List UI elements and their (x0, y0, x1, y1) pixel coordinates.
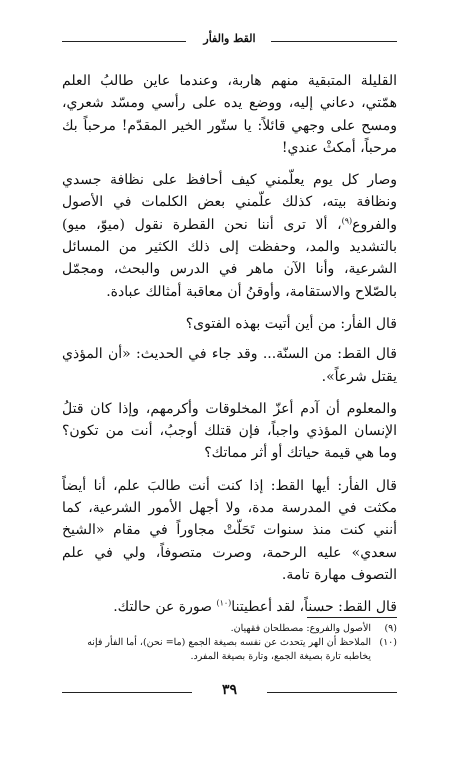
footnote-marker-10: (١٠) (216, 598, 232, 608)
paragraph-2-text-b: ، ألا ترى أننا نحن القطرة نقول (ميوّ، ميو) بالتشديد والمد، وحفظت إلى ذلك الكثير من المسائل الشرعية، وأنا الآن ماهر في الدرس والبحث، ومجمّل بالصّلاح والاستقامة، وأوقنُ أن معاقبة أمثالك عبادة. (62, 216, 397, 300)
paragraph-5: والمعلوم أن آدم أعزّ المخلوقات وأكرمهم، وإذا كان قتلُ الإنسان المؤذي واجباً، فإن قتلك أوجبُ، أنت من تكون؟ وما هي قيمة حياتك أو أثر مماتك؟ (62, 400, 397, 462)
footnote-text: الملاحظ أن الهر يتحدث عن نفسه بصيغة الجمع (ما= نحن)، أما الفأر فإنه يخاطبه تارة بصيغة الجمع، وتارة بصيغة المفرد. (87, 637, 371, 662)
paragraph-2-text-a: وصار كل يوم يعلّمني كيف أحافظ على نظافة جسدي ونظافة بيته، كذلك علّمني بعض الكلمات في الأصول والفروع (62, 172, 397, 233)
footer-rule-right (267, 692, 397, 693)
footnote-9 (62, 622, 397, 636)
footnote-text: الأصول والفروع: مصطلحان فقهيان. (230, 623, 371, 634)
footer-rule-left (62, 692, 192, 693)
footnote-marker-9: (٩) (341, 216, 353, 226)
page-footer (62, 682, 397, 700)
paragraph-3: قال الفأر: من أين أتيت بهذه الفتوى؟ (185, 315, 397, 332)
paragraph-7-text-b: صورة عن حالتك. (113, 599, 217, 616)
running-header (62, 32, 397, 48)
paragraph-7-text-a: قال القط: حسناً، لقد أعطيتنا (231, 599, 397, 616)
header-rule-left (62, 41, 186, 42)
running-title: القط والفأر (203, 32, 256, 45)
footnote-number: (٩) (384, 623, 397, 634)
paragraph-1: القليلة المتبقية منهم هاربة، وعندما عاين طالبُ العلم همّتي، دعاني إليه، ووضع يده على رأسي ومسّد شعري، ومسح على وجهي قائلاً: يا ستّور الخير المقدّم! مرحباً بك مرحباً، أمكثْ عندي! (62, 73, 397, 156)
footnote-number: (١٠) (379, 637, 397, 648)
page-number: ٣٩ (221, 682, 238, 698)
paragraph-2 (62, 169, 397, 303)
main-text (62, 70, 397, 629)
footnote-10 (62, 636, 397, 664)
footnote-separator (307, 617, 397, 618)
paragraph-6: قال الفأر: أيها القط: إذا كنت أنت طالبَ علم، أنا أيضاً مكثت في المدرسة مدة، ولا أجهل الأمور الشرعية، كما أنني كنت منذ سنوات تَحَلّتْ مجاوراً في مقام «الشيخ سعدي» عليه الرحمة، وصرت متصوفاً، ولي في علم التصوف مهارة تامة. (62, 477, 397, 583)
header-rule-right (271, 41, 397, 42)
footnotes (62, 622, 397, 664)
paragraph-4: قال القط: من السنّة... وقد جاء في الحديث: «أن المؤذي يقتل شرعاً». (62, 346, 397, 385)
paragraph-7 (62, 596, 397, 618)
